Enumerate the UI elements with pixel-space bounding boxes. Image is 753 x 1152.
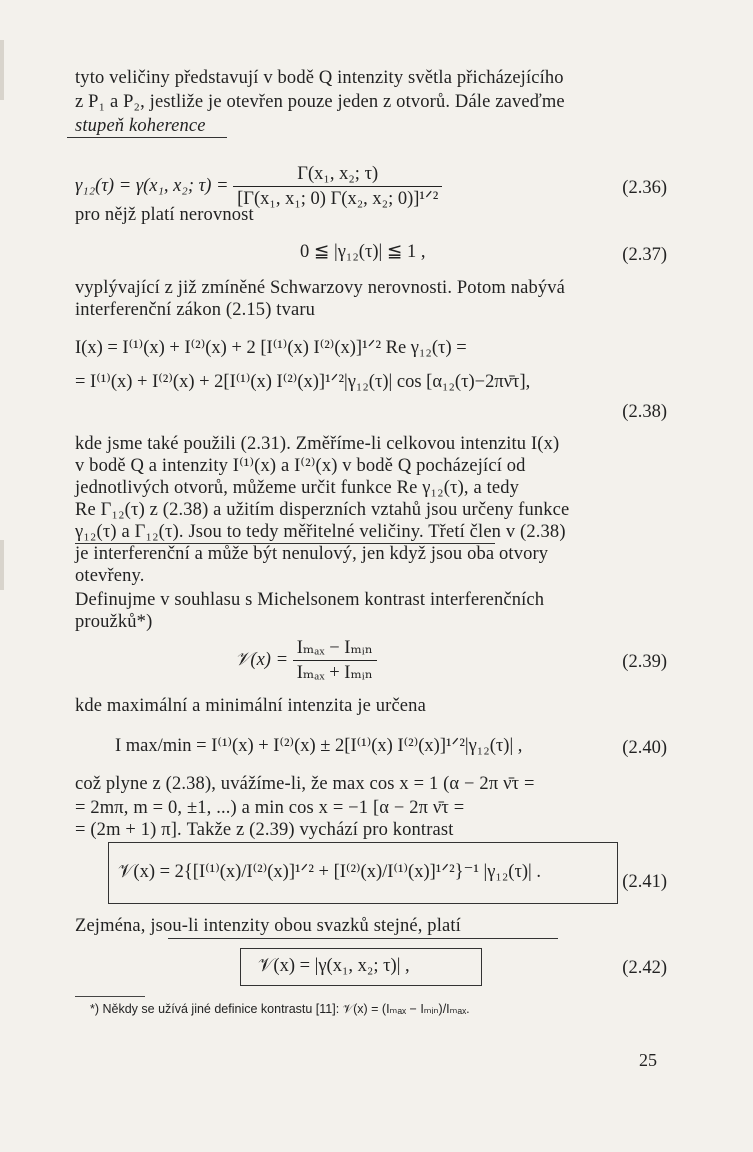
- text-line: otevřeny.: [75, 566, 145, 586]
- text-line: vyplývající z již zmíněné Schwarzovy nerovnosti. Potom nabývá: [75, 278, 566, 298]
- text-line: = 2mπ, m = 0, ±1, ...) a min cos x = −1 [α − 2π ν̄τ =: [75, 798, 465, 818]
- equation-number: (2.40): [622, 738, 667, 758]
- equation-2-38-line2: = I⁽¹⁾(x) + I⁽²⁾(x) + 2[I⁽¹⁾(x) I⁽²⁾(x)]¹ᐟ²|γ₁₂(τ)| cos [α₁₂(τ)−2πν̄τ],: [75, 372, 531, 392]
- text-line: jednotlivých otvorů, můžeme určit funkce Re γ₁₂(τ), a tedy: [75, 478, 520, 498]
- equation-number: (2.37): [622, 245, 667, 265]
- equation-number: (2.42): [622, 958, 667, 978]
- equation-2-38-line1: I(x) = I⁽¹⁾(x) + I⁽²⁾(x) + 2 [I⁽¹⁾(x) I⁽²⁾(x)]¹ᐟ² Re γ₁₂(τ) =: [75, 338, 467, 358]
- text-line: v bodě Q a intenzity I⁽¹⁾(x) a I⁽²⁾(x) v bodě Q pocházející od: [75, 456, 526, 476]
- footnote: *) Někdy se užívá jiné definice kontrastu [11]: 𝒱(x) = (Iₘₐₓ − Iₘᵢₙ)/Iₘₐₓ.: [90, 1002, 470, 1016]
- text-line: je interferenční a může být nenulový, jen když jsou oba otvory: [75, 544, 549, 564]
- fraction-numerator: Γ(x₁, x₂; τ): [297, 164, 379, 184]
- fraction-denominator: [Γ(x₁, x₁; 0) Γ(x₂, x₂; 0)]¹ᐟ²: [233, 186, 442, 211]
- fraction-numerator: Iₘₐₓ − Iₘᵢₙ: [296, 638, 373, 658]
- equation-2-37: 0 ≦ |γ₁₂(τ)| ≦ 1 ,: [300, 242, 426, 262]
- equation-number: (2.38): [622, 402, 667, 422]
- equation-number: (2.36): [622, 178, 667, 198]
- text-line: kde maximální a minimální intenzita je určena: [75, 696, 426, 716]
- page-number: 25: [639, 1050, 657, 1070]
- text-line: Zejména, jsou-li intenzity obou svazků stejné, platí: [75, 916, 461, 936]
- equation-fraction: [293, 636, 377, 685]
- equation-2-40: I max/min = I⁽¹⁾(x) + I⁽²⁾(x) ± 2[I⁽¹⁾(x) I⁽²⁾(x)]¹ᐟ²|γ₁₂(τ)| ,: [115, 736, 523, 756]
- text-line: Definujme v souhlasu s Michelsonem kontrast interferenčních: [75, 590, 545, 610]
- text-line: Re Γ₁₂(τ) z (2.38) a užitím disperzních vztahů jsou určeny funkce: [75, 500, 570, 520]
- text-line: γ₁₂(τ) a Γ₁₂(τ). Jsou to tedy měřitelné veličiny. Třetí člen v (2.38): [75, 522, 566, 542]
- footnote-rule: [75, 996, 145, 997]
- equation-lhs: 𝒱(x) =: [235, 649, 289, 670]
- pencil-underline: [168, 938, 558, 939]
- equation-number: (2.39): [622, 652, 667, 672]
- equation-2-42: 𝒱(x) = |γ(x₁, x₂; τ)| ,: [258, 956, 410, 976]
- text-line: = (2m + 1) π]. Takže z (2.39) vychází pro kontrast: [75, 820, 454, 840]
- fraction-denominator: Iₘₐₓ + Iₘᵢₙ: [293, 660, 377, 685]
- text-line: proužků*): [75, 612, 153, 632]
- text-line: tyto veličiny představují v bodě Q intenzity světla přicházejícího: [75, 68, 564, 88]
- equation-number: (2.41): [622, 872, 667, 892]
- text-line: interferenční zákon (2.15) tvaru: [75, 300, 316, 320]
- text-line: stupeň koherence: [75, 116, 206, 136]
- text-line: z P₁ a P₂, jestliže je otevřen pouze jeden z otvorů. Dále zaveďme: [75, 92, 565, 112]
- text-line: což plyne z (2.38), uvážíme-li, že max cos x = 1 (α − 2π ν̄τ =: [75, 774, 535, 794]
- equation-2-39: [235, 636, 377, 685]
- equation-2-41: 𝒱(x) = 2{[I⁽¹⁾(x)/I⁽²⁾(x)]¹ᐟ² + [I⁽²⁾(x)/I⁽¹⁾(x)]¹ᐟ²}⁻¹ |γ₁₂(τ)| .: [118, 862, 542, 882]
- page-edge-mark: [0, 540, 4, 590]
- page-edge-mark: [0, 40, 4, 100]
- equation-lhs: γ₁₂(τ) = γ(x₁, x₂; τ) =: [75, 175, 229, 196]
- text-line: pro nějž platí nerovnost: [75, 205, 254, 225]
- pencil-underline: [67, 137, 227, 138]
- text-line: kde jsme také použili (2.31). Změříme-li celkovou intenzitu I(x): [75, 434, 560, 454]
